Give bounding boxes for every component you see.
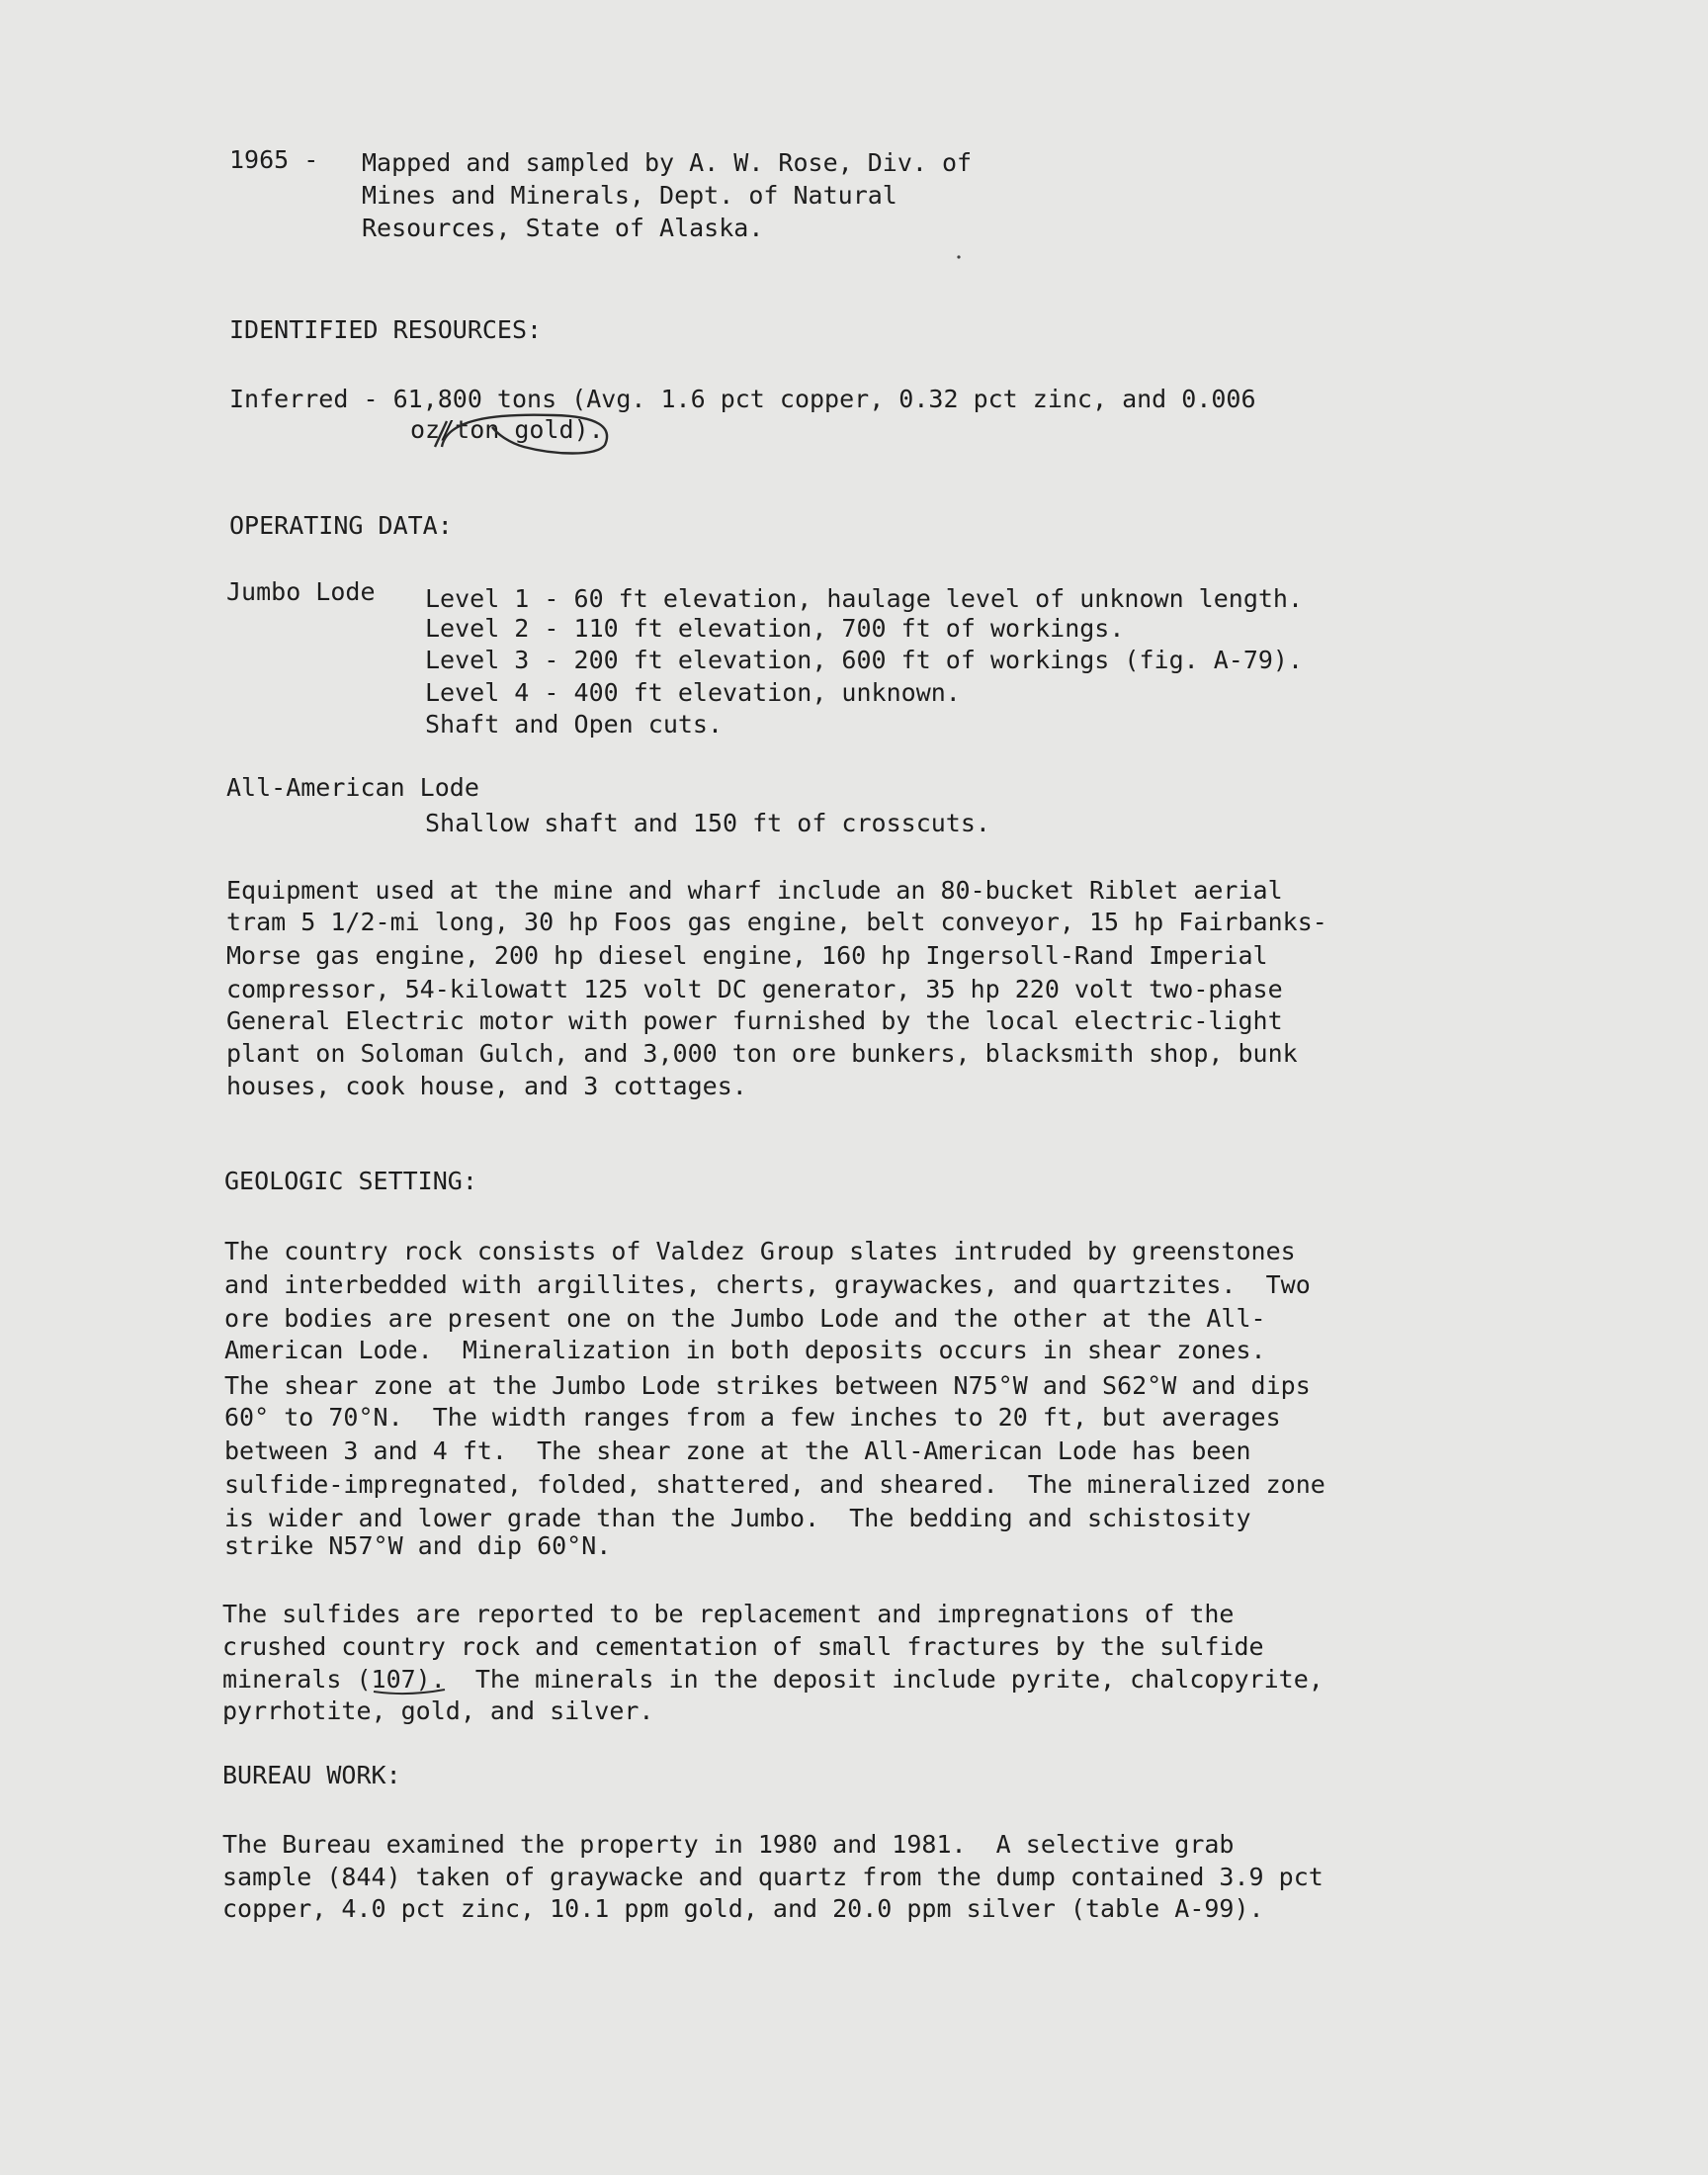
sulfides-paragraph-line: pyrrhotite, gold, and silver. bbox=[222, 1696, 654, 1725]
geologic-paragraph-line: American Lode. Mineralization in both deposits occurs in shear zones. bbox=[224, 1336, 1266, 1364]
history-line: Resources, State of Alaska. bbox=[362, 214, 764, 242]
inferred-line-2: oz/ton gold). bbox=[410, 415, 604, 444]
identified-resources-heading: IDENTIFIED RESOURCES: bbox=[229, 315, 543, 344]
equipment-line: tram 5 1/2-mi long, 30 hp Foos gas engine, belt conveyor, 15 hp Fairbanks- bbox=[226, 908, 1327, 936]
equipment-line: compressor, 54-kilowatt 125 volt DC generator, 35 hp 220 volt two-phase bbox=[226, 975, 1283, 1003]
bureau-work-line: copper, 4.0 pct zinc, 10.1 ppm gold, and 20.0 ppm silver (table A-99). bbox=[222, 1894, 1264, 1923]
geologic-paragraph-line: ore bodies are present one on the Jumbo Lode and the other at the All- bbox=[224, 1304, 1266, 1333]
geologic-paragraph-line: between 3 and 4 ft. The shear zone at the All-American Lode has been bbox=[224, 1436, 1251, 1465]
jumbo-level-line: Level 4 - 400 ft elevation, unknown. bbox=[425, 678, 961, 707]
equipment-line: General Electric motor with power furnished by the local electric-light bbox=[226, 1006, 1283, 1035]
jumbo-level-line: Level 3 - 200 ft elevation, 600 ft of workings (fig. A-79). bbox=[425, 646, 1304, 674]
sulfides-paragraph-line: crushed country rock and cementation of small fractures by the sulfide bbox=[222, 1632, 1264, 1661]
sulfides-paragraph-line: minerals (107). The minerals in the deposit include pyrite, chalcopyrite, bbox=[222, 1665, 1324, 1694]
geologic-paragraph-line: is wider and lower grade than the Jumbo. The bedding and schistosity bbox=[224, 1504, 1251, 1532]
stray-dot bbox=[957, 255, 960, 258]
equipment-line: plant on Soloman Gulch, and 3,000 ton ore bunkers, blacksmith shop, bunk bbox=[226, 1039, 1298, 1068]
all-american-lode-label: All-American Lode bbox=[226, 773, 479, 802]
geologic-paragraph-line: The shear zone at the Jumbo Lode strikes between N75°W and S62°W and dips bbox=[224, 1371, 1311, 1400]
bureau-work-line: sample (844) taken of graywacke and quartz from the dump contained 3.9 pct bbox=[222, 1863, 1324, 1891]
history-line: Mines and Minerals, Dept. of Natural bbox=[362, 181, 897, 210]
bureau-work-line: The Bureau examined the property in 1980 and 1981. A selective grab bbox=[222, 1830, 1235, 1859]
geologic-paragraph-line: strike N57°W and dip 60°N. bbox=[224, 1531, 612, 1560]
bureau-work-heading: BUREAU WORK: bbox=[222, 1761, 401, 1789]
geologic-setting-heading: GEOLOGIC SETTING: bbox=[224, 1167, 477, 1195]
jumbo-level-line: Level 1 - 60 ft elevation, haulage level of unknown length. bbox=[425, 584, 1304, 613]
equipment-line: Morse gas engine, 200 hp diesel engine, 160 hp Ingersoll-Rand Imperial bbox=[226, 941, 1268, 970]
history-line: Mapped and sampled by A. W. Rose, Div. of bbox=[362, 148, 973, 177]
jumbo-level-line: Shaft and Open cuts. bbox=[425, 710, 724, 739]
equipment-line: Equipment used at the mine and wharf include an 80-bucket Riblet aerial bbox=[226, 876, 1283, 905]
operating-data-heading: OPERATING DATA: bbox=[229, 511, 453, 540]
equipment-line: houses, cook house, and 3 cottages. bbox=[226, 1072, 747, 1100]
geologic-paragraph-line: sulfide-impregnated, folded, shattered, and sheared. The mineralized zone bbox=[224, 1470, 1325, 1499]
geologic-paragraph-line: 60° to 70°N. The width ranges from a few inches to 20 ft, but averages bbox=[224, 1403, 1281, 1432]
all-american-line: Shallow shaft and 150 ft of crosscuts. bbox=[425, 809, 990, 837]
sulfides-paragraph-line: The sulfides are reported to be replacement and impregnations of the bbox=[222, 1600, 1235, 1628]
geologic-paragraph-line: and interbedded with argillites, cherts, graywackes, and quartzites. Two bbox=[224, 1270, 1311, 1299]
history-year: 1965 - bbox=[229, 145, 319, 174]
jumbo-lode-label: Jumbo Lode bbox=[226, 577, 376, 606]
inferred-line-1: Inferred - 61,800 tons (Avg. 1.6 pct copper, 0.32 pct zinc, and 0.006 bbox=[229, 385, 1256, 413]
jumbo-level-line: Level 2 - 110 ft elevation, 700 ft of workings. bbox=[425, 614, 1125, 643]
geologic-paragraph-line: The country rock consists of Valdez Group slates intruded by greenstones bbox=[224, 1237, 1296, 1265]
